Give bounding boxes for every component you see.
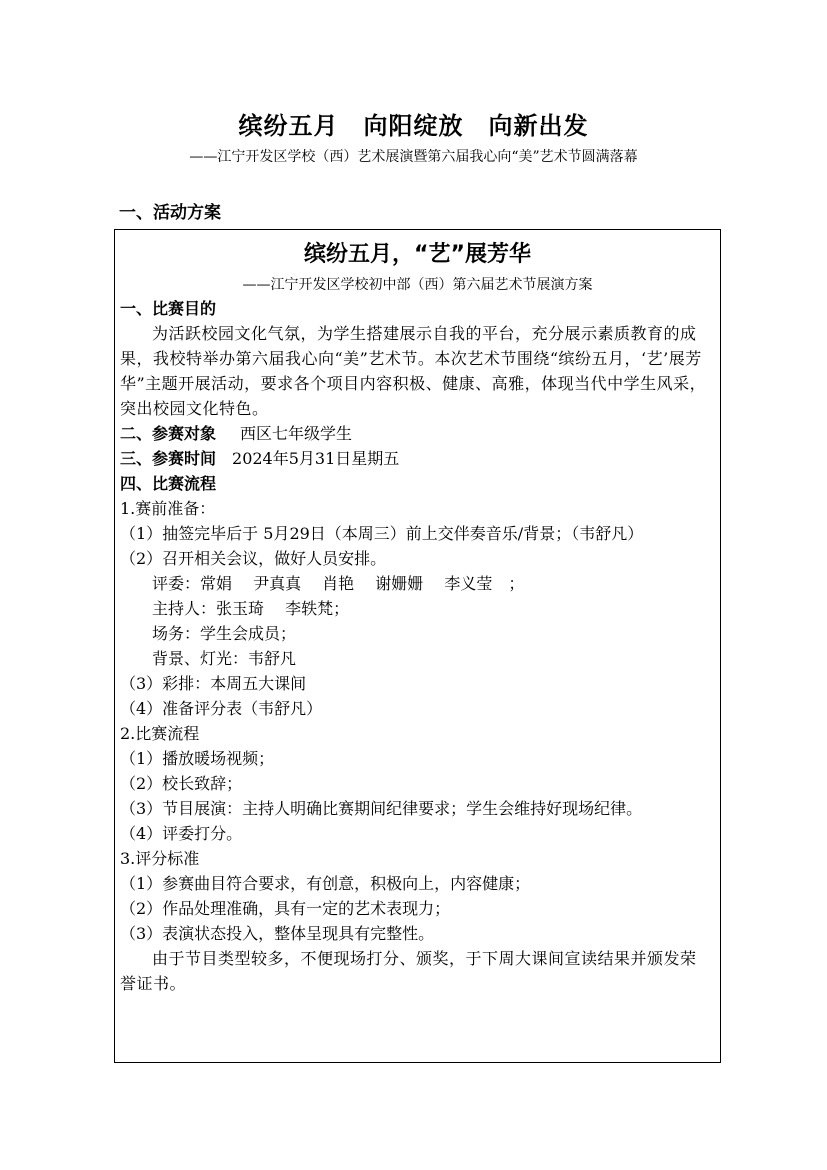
judges-line: 评委：常娟 尹真真 肖艳 谢姗姗 李义莹 ； (152, 574, 525, 593)
plan-title: 缤纷五月，“艺”展芳华 (304, 242, 531, 267)
prep-heading: 1.赛前准备： (120, 499, 216, 518)
participants-label: 二、参赛对象 (120, 424, 217, 443)
closing-paragraph: 由于节目类型较多，不便现场打分、颁奖，于下周大课间宣读结果并颁发荣誉证书。 (120, 949, 697, 993)
flow-item-2: （2）校长致辞； (120, 774, 243, 793)
flow-item-4: （4）评委打分。 (120, 824, 243, 843)
page-title: 缤纷五月 向阳绽放 向新出发 (238, 112, 589, 140)
prep-item-2: （2）召开相关会议，做好人员安排。 (120, 549, 387, 568)
criteria-heading: 3.评分标准 (120, 849, 200, 868)
purpose-heading: 一、比赛目的 (120, 299, 217, 318)
prep-item-1: （1）抽签完毕后于 5月29日（本周三）前上交伴奏音乐/背景；（韦舒凡） (120, 524, 644, 543)
prep-item-4: （4）准备评分表（韦舒凡） (120, 699, 323, 718)
time-value: 2024年5月31日星期五 (232, 449, 400, 468)
flow-item-3: （3）节目展演：主持人明确比赛期间纪律要求；学生会维持好现场纪律。 (120, 799, 643, 818)
plan-box (114, 229, 721, 1063)
time-label: 三、参赛时间 (120, 449, 217, 468)
lighting-line: 背景、灯光：韦舒凡 (152, 649, 297, 668)
page-subtitle: ——江宁开发区学校（西）艺术展演暨第六届我心向“美”艺术节圆满落幕 (189, 149, 638, 165)
flow-item-1: （1）播放暖场视频； (120, 749, 275, 768)
participants-value: 西区七年级学生 (240, 424, 353, 443)
criteria-item-3: （3）表演状态投入，整体呈现具有完整性。 (120, 924, 435, 943)
criteria-item-2: （2）作品处理准确，具有一定的艺术表现力； (120, 899, 451, 918)
plan-subtitle: ——江宁开发区学校初中部（西）第六届艺术节展演方案 (242, 277, 593, 293)
flow-heading: 2.比赛流程 (120, 724, 200, 743)
participants-row (120, 421, 710, 446)
section-heading: 一、活动方案 (119, 203, 221, 223)
time-row (120, 446, 710, 471)
purpose-paragraph: 为活跃校园文化气氛，为学生搭建展示自我的平台，充分展示素质教育的成果，我校特举办第六届我心向“美”艺术节。本次艺术节围绕“缤纷五月，‘艺’展芳华”主题开展活动，要求各个项目内容积极、健康、高雅，体现当代中学生风采，突出校园文化特色。 (120, 324, 707, 418)
plan-content (120, 296, 710, 996)
criteria-item-1: （1）参赛曲目符合要求，有创意，积极向上，内容健康； (120, 874, 531, 893)
prep-item-3: （3）彩排：本周五大课间 (120, 674, 307, 693)
venue-line: 场务：学生会成员； (152, 624, 297, 643)
hosts-line: 主持人：张玉琦 李轶梵； (152, 599, 350, 618)
process-heading: 四、比赛流程 (120, 474, 217, 493)
